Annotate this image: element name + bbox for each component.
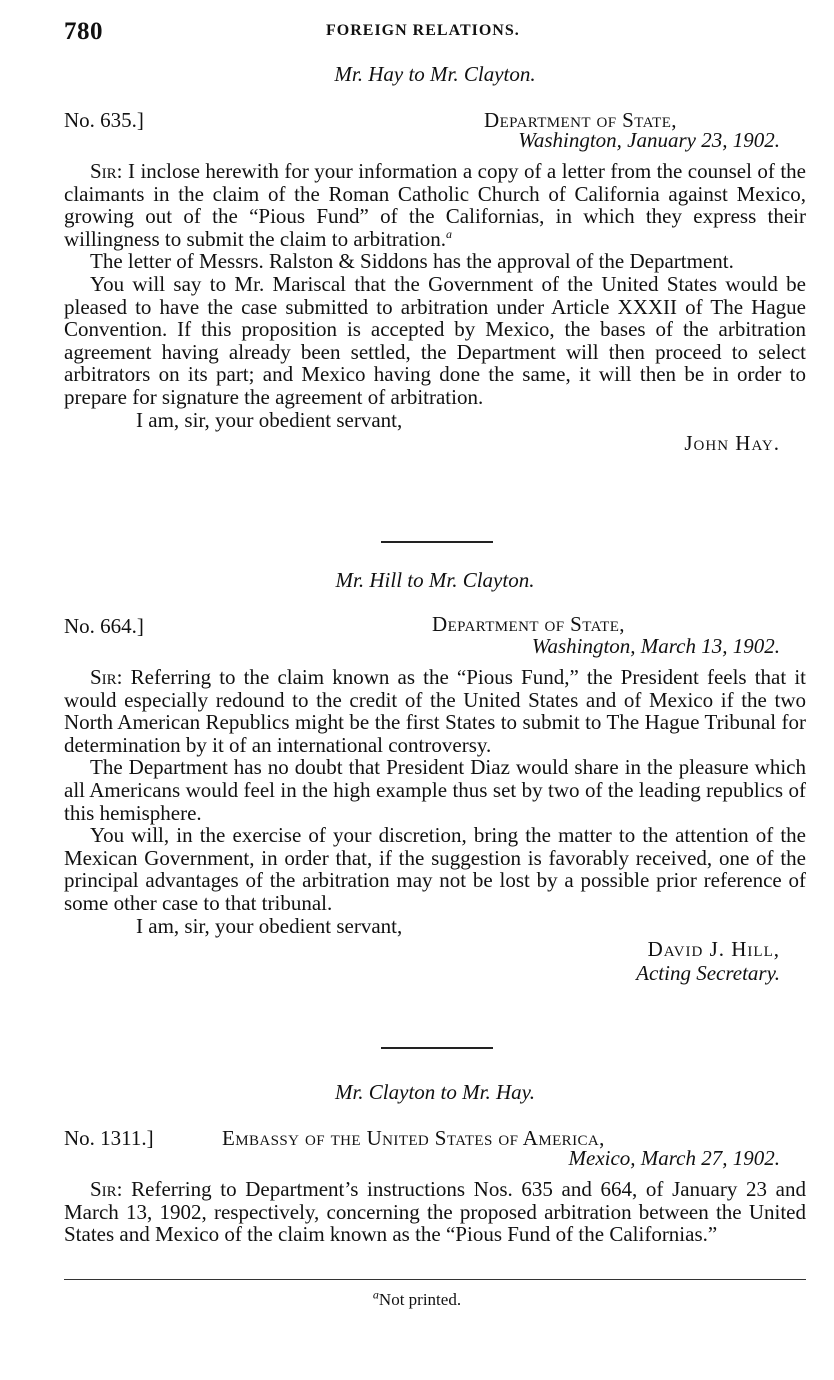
running-head: FOREIGN RELATIONS. [326, 22, 520, 39]
paragraph: You will say to Mr. Mariscal that the Government of the United States would be pleased to have the case submitted to arbitration under Article XXXII of The Hague Convention. If this proposition is accepted by Mexico, the bases of the arbitration agreement having already been settled, the Department will then proceed to select arbitrators on its part; and Mexico having done the same, it will then be in order to prepare for signature the agreement of arbitration. [64, 271, 806, 409]
document-number: No. 635.] [64, 108, 144, 132]
letter-date: Mexico, March 27, 1902. [568, 1146, 780, 1170]
letter-body [64, 666, 806, 985]
letter-date: Washington, March 13, 1902. [531, 634, 780, 658]
letter-title: Mr. Clayton to Mr. Hay. [334, 1080, 536, 1104]
signature: John Hay. [684, 431, 780, 456]
page-header [64, 18, 802, 48]
section-divider [381, 541, 493, 543]
signature: David J. Hill, [647, 937, 780, 962]
letter-clayton-to-hay [64, 1080, 806, 1246]
section-divider [381, 1047, 493, 1049]
letter-title: Mr. Hill to Mr. Clayton. [335, 568, 535, 592]
sender-office: Embassy of the United States of America, [222, 1126, 605, 1150]
salutation: Sir: [90, 665, 123, 689]
footnote [0, 1287, 834, 1310]
document-number: No. 1311.] [64, 1126, 154, 1150]
letter-date: Washington, January 23, 1902. [518, 128, 780, 152]
letter-title: Mr. Hay to Mr. Clayton. [334, 62, 536, 86]
salutation: Sir: [90, 159, 123, 183]
footnote-divider [64, 1279, 806, 1280]
letter-hay-to-clayton [64, 62, 806, 455]
footnote-marker: a [372, 1287, 379, 1302]
letter-body [64, 160, 806, 455]
letter-address-block [64, 610, 806, 664]
sender-office: Department of State, [484, 108, 677, 132]
footnote-text: Not printed. [378, 1290, 462, 1309]
sender-office: Department of State, [432, 612, 625, 636]
paragraph: Sir: Referring to Department’s instructions Nos. 635 and 664, of January 23 and March 13, 1902, respectively, concerning the proposed arbitration between the United States and Mexico of the claim known as the “Pious Fund of the Californias.” [64, 1177, 806, 1247]
signer-title: Acting Secretary. [636, 961, 780, 986]
paragraph: Sir: Referring to the claim known as the “Pious Fund,” the President feels that it would especially redound to the credit of the United States and of Mexico if the two North American Republics might be the first States to submit to The Hague Tribunal for determination by it of an international controversy. [64, 665, 806, 757]
letter-body [64, 1178, 806, 1246]
document-number: No. 664.] [64, 614, 144, 638]
paragraph: The Department has no doubt that President Diaz would share in the pleasure which all Americans would feel in the high example thus set by two of the leading republics of this hemisphere. [64, 755, 806, 825]
footnote-marker: a [446, 226, 453, 241]
paragraph: The letter of Messrs. Ralston & Siddons has the approval of the Department. [90, 249, 734, 274]
page-number: 780 [64, 18, 103, 45]
closing-line: I am, sir, your obedient servant, [136, 913, 403, 938]
paragraph: You will, in the exercise of your discretion, bring the matter to the attention of the Mexican Government, in order that, if the suggestion is favorably received, one of the principal advantages of the arbitration may not be lost by a possible prior reference of some other case to that tribunal. [64, 823, 806, 915]
letter-hill-to-clayton [64, 568, 806, 985]
closing-line: I am, sir, your obedient servant, [136, 407, 403, 432]
salutation: Sir: [90, 1177, 123, 1201]
letter-address-block [64, 1122, 806, 1176]
letter-address-block [64, 104, 806, 158]
paragraph: Sir: I inclose herewith for your information a copy of a letter from the counsel of the claimants in the claim of the Roman Catholic Church of California against Mexico, growing out of the “Pious Fund” of the Californias, in which they express their willingness to submit the claim to arbitration.$^a$ [64, 159, 806, 251]
